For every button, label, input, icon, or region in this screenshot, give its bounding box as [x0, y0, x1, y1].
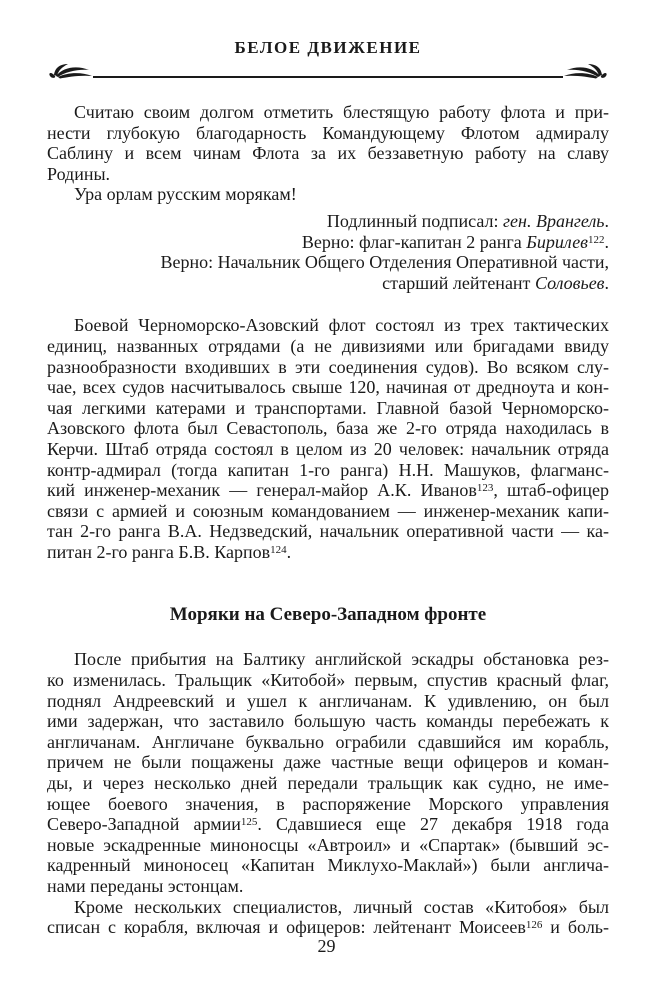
text-segment: , штаб-офицер — [493, 480, 609, 501]
text-line — [47, 501, 609, 522]
paragraph — [47, 102, 609, 184]
text-segment: После прибытия на Балтику английской эскадры обстановка рез- — [74, 649, 609, 670]
text-segment: Родины. — [47, 163, 111, 184]
text-segment: связи с армией и союзным командованием — инженер-механик капи- — [47, 500, 609, 521]
italic-text: ген. Врангель — [503, 210, 605, 231]
text-line — [47, 273, 609, 294]
text-line — [47, 542, 609, 563]
text-line — [47, 711, 609, 732]
header-rule — [93, 76, 563, 79]
text-segment: Азовского флота был Севастополь, база же 2-го отряда находилась в — [47, 418, 609, 439]
text-line — [47, 855, 609, 876]
text-segment: единиц, названных отрядами (а не дивизиями или бригадами ввиду — [47, 335, 609, 356]
text-segment: Кроме нескольких специалистов, личный состав «Китобоя» был — [74, 896, 609, 917]
text-line — [47, 164, 609, 185]
text-segment: кадренный миноносец «Капитан Миклухо-Маклай») были англича- — [47, 855, 609, 876]
signature-block — [47, 211, 609, 293]
paragraph — [47, 315, 609, 562]
text-line — [47, 876, 609, 897]
section-heading: Моряки на Северо-Западном фронте — [169, 604, 487, 626]
text-segment: поднял Андреевский и ушел к англичанам. К удивлению, он был — [47, 690, 609, 711]
text-segment: Считаю своим долгом отметить блестящую работу флота и при- — [74, 102, 609, 122]
text-segment: разнообразности входивших в эти соединения судов). Во всяком слу- — [47, 356, 609, 377]
paragraph — [47, 649, 609, 896]
footnote-reference: 126 — [525, 919, 543, 932]
text-segment: Ура орлам русским морякам! — [74, 184, 297, 205]
header-rule-row — [47, 63, 609, 81]
text-segment: ими задержан, что заставило большую часть команды перебежать к — [47, 711, 609, 732]
text-segment: старший лейтенант — [382, 272, 535, 293]
page-text — [47, 102, 609, 938]
text-line — [47, 794, 609, 815]
text-segment: списан с корабля, включая и офицеров: лейтенант Моисеев — [47, 917, 526, 938]
footnote-reference: 123 — [476, 482, 494, 495]
text-segment: Керчи. Штаб отряда состоял в целом из 20 человек: начальник отряда — [47, 438, 609, 459]
text-line — [47, 184, 609, 205]
paragraph — [47, 897, 609, 938]
footnote-reference: 124 — [270, 543, 287, 556]
text-line — [47, 102, 609, 123]
italic-text: Соловьев — [534, 272, 605, 293]
left-flourish-icon — [47, 63, 93, 81]
text-segment: . Сдавшиеся еще 27 декабря 1918 года — [257, 814, 609, 835]
text-segment: Саблину и всем чинам Флота за их беззаветную работу на славу — [47, 143, 609, 164]
text-line — [47, 357, 609, 378]
text-segment: новые эскадренные миноносцы «Автроил» и «Спартак» (бывший эс- — [47, 834, 609, 855]
text-line — [47, 377, 609, 398]
italic-text: Бирилев — [526, 231, 588, 252]
text-line — [47, 814, 609, 835]
text-line — [47, 691, 609, 712]
text-line — [47, 123, 609, 144]
text-line — [47, 670, 609, 691]
text-segment: ющее боевого значения, в распоряжение Морского управления — [47, 793, 609, 814]
text-line — [47, 649, 609, 670]
text-segment: контр-адмирал (тогда капитан 1-го ранга) Н.Н. Машуков, флагманс- — [47, 459, 609, 480]
text-line — [47, 480, 609, 501]
text-segment: Боевой Черноморско-Азовский флот состоял из трех тактических — [74, 315, 609, 336]
text-line — [47, 232, 609, 253]
right-flourish-icon — [563, 63, 609, 81]
text-segment: . — [604, 210, 609, 231]
footnote-reference: 125 — [240, 816, 258, 829]
text-segment: чае, всех судов насчитывалось свыше 120, начиная от дредноута и кон- — [47, 377, 609, 398]
text-segment: нами переданы эстонцам. — [47, 876, 244, 896]
text-segment: . — [604, 272, 609, 293]
text-segment: ды, и через несколько дней передали тральщик как судно, не име- — [47, 773, 609, 794]
text-segment: чая легкими катерами и транспортами. Главной базой Черноморско- — [47, 397, 609, 418]
text-line — [47, 773, 609, 794]
text-segment: причем не были пощажены даже частные вещи офицеров и коман- — [47, 752, 609, 773]
text-segment: англичанам. Англичане буквально ограбили сдавшийся им корабль, — [47, 731, 609, 752]
text-line — [47, 418, 609, 439]
text-line — [47, 460, 609, 481]
text-line — [47, 732, 609, 753]
text-segment: Северо-Западной армии — [47, 814, 241, 835]
text-segment: тан 2-го ранга В.А. Недзведский, начальник оперативной части — ка- — [47, 521, 609, 542]
text-line — [47, 336, 609, 357]
text-segment: кий инженер-механик — генерал-майор А.К. Иванов — [47, 480, 477, 501]
text-segment: нести глубокую благодарность Командующему Флотом адмиралу — [47, 122, 609, 143]
text-line — [47, 211, 609, 232]
text-segment: Подлинный подписал: — [326, 210, 504, 231]
page-number: 29 — [317, 936, 336, 956]
text-line — [47, 398, 609, 419]
text-segment: ко изменилась. Тральщик «Китобой» первым, спустив красный флаг, — [47, 670, 609, 691]
text-line — [47, 835, 609, 856]
paragraph — [47, 184, 609, 205]
text-line — [47, 315, 609, 336]
text-segment: питан 2-го ранга Б.В. Карпов — [47, 541, 271, 562]
running-head: БЕЛОЕ ДВИЖЕНИЕ — [234, 38, 422, 57]
footnote-reference: 122 — [588, 233, 605, 246]
text-line — [47, 439, 609, 460]
text-segment: . — [286, 541, 292, 562]
text-line — [47, 143, 609, 164]
text-line — [47, 252, 609, 273]
text-line — [47, 752, 609, 773]
text-segment: и боль- — [542, 917, 610, 938]
text-line — [47, 917, 609, 938]
text-segment: . — [604, 231, 609, 252]
text-segment: Верно: флаг-капитан 2 ранга — [301, 231, 527, 252]
text-line — [47, 521, 609, 542]
text-line — [47, 897, 609, 918]
text-segment: Верно: Начальник Общего Отделения Оперативной части, — [160, 252, 609, 273]
